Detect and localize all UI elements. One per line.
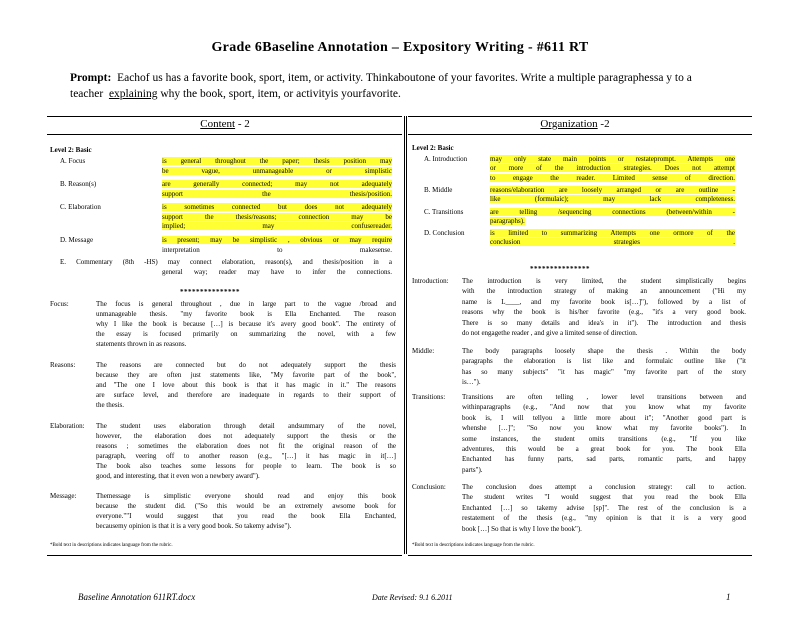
annotation-label-3: Message: xyxy=(50,492,77,500)
prompt-text-2b: explaining xyxy=(108,88,158,100)
rubric-label-0: A. Introduction xyxy=(424,155,468,163)
annotation-label-1: Reasons: xyxy=(50,361,76,369)
annotation-line-1-2: has so many subjects" "it has magic" "my favorite part of the story xyxy=(462,367,746,376)
annotation-line-3-2: everyone.""I would suggest that you read the book Ella Enchanted, xyxy=(96,512,396,520)
rubric-label-3: D. Conclusion xyxy=(424,229,465,237)
annotation-line-2-5: adventures, this would be a great book for you. The book Ella xyxy=(462,445,746,453)
prompt-line-2 xyxy=(70,86,740,102)
rubric-line-0-1 xyxy=(162,167,392,176)
annotation-line-0-3: reasons why the book is his/her favorite (e.g., "it's a very good book. xyxy=(462,308,746,317)
footer-date: Date Revised: 9.1 6.2011 xyxy=(372,593,453,602)
annotation-line-2-0: Transitions are often telling , lower level transitions between and xyxy=(462,393,746,401)
rubric-line-0-0 xyxy=(162,157,392,166)
rubric-line-4-0 xyxy=(162,268,392,277)
annotation-line-0-0: The focus is general throughout , due in large part to the vague /broad and xyxy=(96,300,396,308)
rubric-line-0-2 xyxy=(490,174,735,183)
prompt-line-1 xyxy=(70,70,740,86)
rubric-line-text-3-1: conclusion strategies . xyxy=(490,238,735,247)
rubric-line-0-0 xyxy=(490,155,735,164)
annotation-line-3-3: restatement of the thesis (e.g., "my opinion is that it is a very good xyxy=(462,514,746,523)
annotation-line-3-0: Themessage is simplistic everyone should read and enjoy this book xyxy=(96,492,396,500)
annotation-line-0-3: the essay is focused primarily on summarizing the novel, with a few xyxy=(96,330,396,338)
content-header-label: Content xyxy=(200,118,236,130)
organization-header-rule xyxy=(408,134,752,135)
content-header-rule xyxy=(47,134,402,135)
footer-filename: Baseline Annotation 611RT.docx xyxy=(78,592,196,602)
annotation-line-0-1: unmanageable thesis. "my favorite book is Ella Enchanted. The reason xyxy=(96,310,396,318)
content-header xyxy=(160,118,290,130)
annotation-line-2-5: good, and interesting, that it even won a newbery award"). xyxy=(96,472,260,480)
annotation-line-3-1: The student writes "I would suggest that you read the book Ella xyxy=(462,493,746,502)
rubric-line-text-4-0: general way; reader may have to infer the connections. xyxy=(162,267,392,276)
annotation-line-0-1: with the introduction strategy of making an announcement ("Hi my xyxy=(462,287,746,296)
prompt-text-1: Eachof us has a favorite book, sport, item, or activity. Thinkaboutone of your favorites. Write a multiple paragraphessa y to a xyxy=(117,72,692,84)
annotation-line-3-1: because the student did. ("So this would be an extremely awsome book for xyxy=(96,502,396,510)
rubric-line-text-2-2: implied; may confusereader. xyxy=(162,222,392,231)
annotation-line-1-2: and "The one I love about this book is that it has magic in it." The reasons xyxy=(96,381,396,389)
column-divider-2 xyxy=(406,116,407,554)
rubric-label-0: A. Focus xyxy=(60,157,86,165)
rubric-line-1-1 xyxy=(162,190,392,199)
rubric-line-text-2-0: is sometimes connected but does not adequately xyxy=(162,203,392,211)
annotation-line-0-2: why I like the book is because […] is because it's avery good book". The entirety of xyxy=(96,320,396,328)
rubric-line-2-0 xyxy=(162,203,392,212)
rubric-line-text-1-1: like (formulaic); may lack completeness. xyxy=(490,195,735,204)
rubric-line-text-2-1: paragraphs). xyxy=(490,217,525,226)
annotation-line-0-4: There is so many details and idea's in it"). The introduction and thesis xyxy=(462,318,746,327)
rubric-label-2: C. Elaboration xyxy=(60,203,101,211)
rubric-line-1-1 xyxy=(490,195,735,204)
annotation-line-2-1: withinparagraphs (e.g., "And now that you know what my favorite xyxy=(462,403,746,412)
annotation-line-0-2: name is L____, and my favorite book is[…]"), followed by a list of xyxy=(462,297,746,306)
annotation-line-1-1: paragraphs the elaboration is list like and formulaic outline like ("it xyxy=(462,357,746,366)
annotation-line-2-2: reasons ; sometimes the elaboration does not fit the original reason of the xyxy=(96,442,396,450)
annotation-line-2-3: whenshe […]"; "So now you know what my favorite books"). In xyxy=(462,424,746,433)
prompt-label: Prompt: xyxy=(70,72,112,84)
annotation-line-2-2: book is, I will tellyou a little more about it"; "Another good part is xyxy=(462,413,746,422)
rubric-label-1: B. Middle xyxy=(424,186,453,194)
annotation-line-2-4: The book also teaches some lessons for people to learn. The book is so xyxy=(96,462,396,470)
annotation-line-3-0: The conclusion does attempt a conclusion strategy: call to action. xyxy=(462,483,746,491)
organization-header xyxy=(510,118,640,130)
prompt-text-2c: why the book, sport, item, or activityis yourfavorite. xyxy=(160,88,401,100)
rubric-line-2-2 xyxy=(162,222,392,231)
rubric-label-1: B. Reason(s) xyxy=(60,180,97,188)
rubric-line-text-0-1: or more of the introduction strategies. Does not attempt xyxy=(490,164,735,173)
annotation-label-0: Focus: xyxy=(50,300,69,308)
rubric-line-text-0-1: be vague, unmanageable or simplistic xyxy=(162,166,392,175)
rubric-line-3-1 xyxy=(490,238,735,247)
content-level: Level 2: Basic xyxy=(50,146,92,154)
annotation-line-2-7: parts"). xyxy=(462,465,483,474)
annotation-label-3: Conclusion: xyxy=(412,483,446,491)
rubric-line-0-1 xyxy=(490,164,735,173)
rubric-line-text-3-0: is present; may be simplistic , obvious or may require xyxy=(162,236,392,244)
prompt-text-2a: teacher xyxy=(70,88,104,100)
annotation-line-2-1: however, the elaboration does not adequately support the thesis or the xyxy=(96,432,396,440)
rubric-line-text-1-1: support the thesis/position. xyxy=(162,189,392,198)
rubric-label-2: C. Transitions xyxy=(424,208,464,216)
rubric-label-4: E. Commentary (8th -HS) may connect elaboration, reason(s), and thesis/position in a xyxy=(60,258,392,266)
prompt-block xyxy=(70,70,740,102)
annotation-line-0-0: The introduction is very limited, the student simplistically begins xyxy=(462,277,746,285)
organization-level: Level 2: Basic xyxy=(412,144,454,152)
annotation-line-3-2: Enchanted […] so takemy advise [sp]". The rest of the conclusion is a xyxy=(462,503,746,512)
column-divider xyxy=(404,116,405,554)
rubric-line-text-0-0: is general throughout the paper; thesis position may xyxy=(162,157,392,165)
annotation-line-1-1: because they are often just statements like, "My favorite part of the book", xyxy=(96,371,396,379)
rubric-line-3-0 xyxy=(490,229,735,238)
content-header-score: - 2 xyxy=(237,118,250,130)
rubric-label-3: D. Message xyxy=(60,236,94,244)
rubric-line-text-2-0: are telling /sequencing connections (between/within - xyxy=(490,208,735,216)
annotation-label-1: Middle: xyxy=(412,347,435,355)
annotation-line-2-6: Enchanted has funny parts, sad parts, romantic parts, and happy xyxy=(462,455,746,464)
annotation-line-1-3: are surface level, and therefore are inadequate in regards to their support of xyxy=(96,391,396,399)
annotation-line-3-4: book […] So that is why I love the book"). xyxy=(462,524,582,533)
rubric-line-1-0 xyxy=(162,180,392,189)
organization-stars: *************** xyxy=(530,265,590,273)
rubric-line-text-0-2: to engage the reader. Limited sense of direction. xyxy=(490,173,735,182)
annotation-line-1-0: The body paragraphs loosely shape the thesis . Within the body xyxy=(462,347,746,355)
annotation-line-2-4: some instances, the student omits transitions (e.g., "If you like xyxy=(462,434,746,443)
annotation-label-2: Transitions: xyxy=(412,393,446,401)
rubric-line-text-3-1: interpretation to makesense. xyxy=(162,245,392,254)
page-title: Grade 6Baseline Annotation – Expository Writing - #611 RT xyxy=(211,40,589,55)
rubric-line-2-1 xyxy=(162,213,392,222)
rubric-line-3-0 xyxy=(162,236,392,245)
annotation-line-1-3: is…"). xyxy=(462,378,481,387)
organization-header-label: Organization xyxy=(540,118,598,130)
rubric-line-text-1-0: reasons/elaboration are loosely arranged or are outline - xyxy=(490,186,735,194)
rubric-line-text-3-0: is limited to summarizing Attempts one ormore of the xyxy=(490,229,735,237)
content-stars: *************** xyxy=(180,288,240,296)
rubric-line-text-0-0: may only state main points or restateprompt. Attempts one xyxy=(490,155,735,163)
rubric-line-text-2-1: support the thesis/reasons; connection may be xyxy=(162,212,392,221)
annotation-label-2: Elaboration: xyxy=(50,422,85,430)
organization-header-score: -2 xyxy=(600,118,610,130)
content-note: *Bold text in descriptions indicates language from the rubric. xyxy=(50,543,173,548)
organization-note: *Bold text in descriptions indicates language from the rubric. xyxy=(412,543,535,548)
annotation-line-2-0: The student uses elaboration through detail andsummary of the novel, xyxy=(96,422,396,430)
rubric-line-2-0 xyxy=(490,208,735,217)
annotation-line-0-5: do not engagethe reader , and give a limited sense of direction. xyxy=(462,329,638,337)
annotation-line-3-3: becausemy opinion is that it is a very good book. So takemy advise"). xyxy=(96,522,292,530)
annotation-line-1-4: the thesis. xyxy=(96,401,124,409)
annotation-line-1-0: The reasons are connected but do not adequately support the thesis xyxy=(96,361,396,369)
annotation-label-0: Introduction: xyxy=(412,277,449,285)
rubric-line-text-1-0: are generally connected; may not adequately xyxy=(162,180,392,188)
rubric-line-2-1 xyxy=(490,217,735,226)
rubric-line-1-0 xyxy=(490,186,735,195)
annotation-line-0-4: statements thrown in as reasons. xyxy=(96,340,187,348)
rubric-line-3-1 xyxy=(162,246,392,255)
annotation-line-2-3: paragraph, veering off to another reason (e.g., "[…] it has magic in it[…] xyxy=(96,452,396,460)
footer-page-number: 1 xyxy=(726,592,731,602)
